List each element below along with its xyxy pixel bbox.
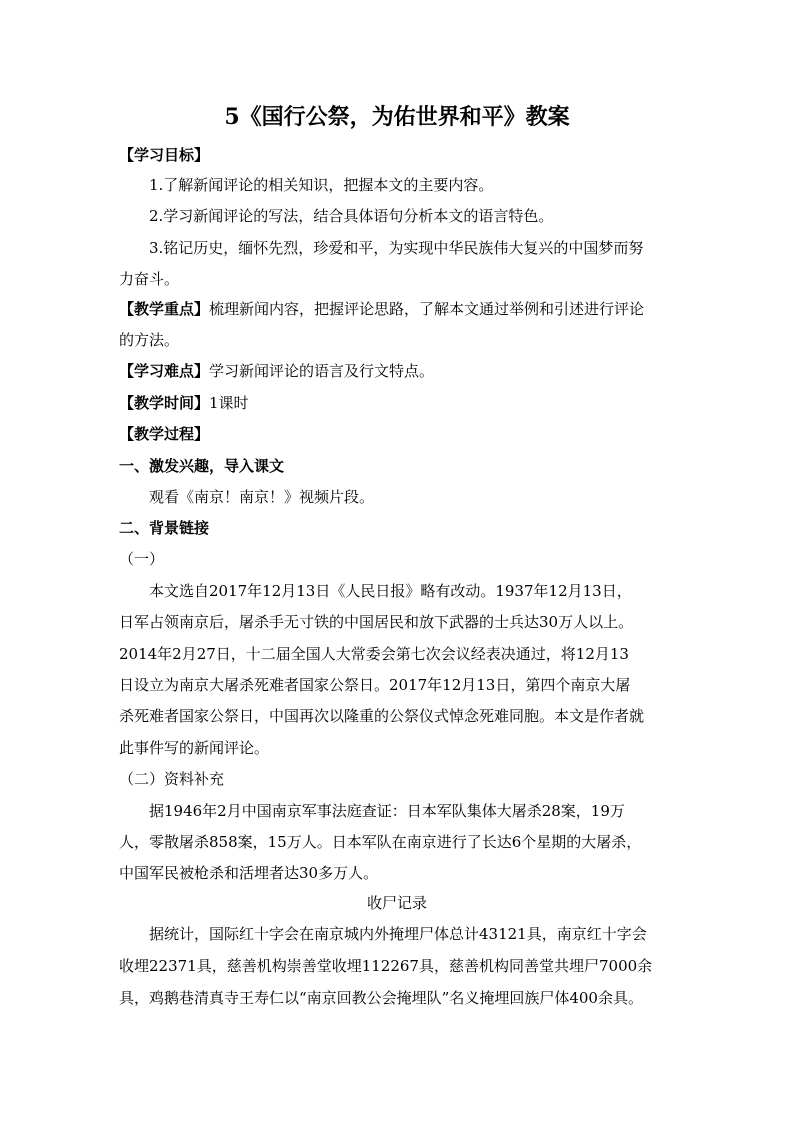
time-text: 1课时 [209,394,249,412]
para1-line-2: 日军占领南京后，屠杀手无寸铁的中国居民和放下武器的士兵达30万人以上。 [119,613,634,631]
section-1-heading: 一、激发兴趣，导入课文 [119,457,285,475]
process-heading: 【教学过程】 [119,425,210,443]
key-points-text: 梳理新闻内容，把握评论思路，了解本文通过举例和引述进行评论 [209,300,645,318]
difficulty-text: 学习新闻评论的语言及行文特点。 [209,362,435,380]
para3-line-3: 具，鸡鹅巷清真寺王寿仁以“南京回教公会掩埋队”名义掩埋回族尸体400余具。 [119,989,643,1007]
para1-line-1: 本文选自2017年12月13日《人民日报》略有改动。1937年12月13日， [149,582,632,600]
para2-line-1: 据1946年2月中国南京军事法庭查证：日本军队集体大屠杀28案，19万 [149,802,625,820]
difficulty [119,356,679,386]
difficulty-heading: 【学习难点】 [119,362,210,380]
goal-item-3: 3.铭记历史，缅怀先烈，珍爱和平，为实现中华民族伟大复兴的中国梦而努 [149,239,644,257]
subsection-2-heading: （二）资料补充 [119,770,225,788]
para1-line-3: 2014年2月27日，十二届全国人大常委会第七次会议经表决通过，将12月13 [119,645,629,663]
section-2-heading: 二、背景链接 [119,519,210,537]
para1-line-5: 杀死难者国家公祭日，中国再次以隆重的公祭仪式悼念死难同胞。本文是作者就 [119,707,645,725]
goals-heading: 【学习目标】 [119,146,210,164]
para3-line-2: 收埋22371具，慈善机构崇善堂收埋112267具，慈善机构同善堂共埋尸7000余 [119,957,653,975]
goal-item-1: 1.了解新闻评论的相关知识，把握本文的主要内容。 [149,176,494,194]
key-points [119,294,679,324]
para2-line-3: 中国军民被枪杀和活埋者达30多万人。 [119,864,379,882]
subsection-1-heading: （一） [119,550,165,568]
para1-line-4: 日设立为南京大屠杀死难者国家公祭日。2017年12月13日，第四个南京大屠 [119,676,631,694]
time-heading: 【教学时间】 [119,394,210,412]
record-title: 收尸记录 [366,894,427,912]
para3-line-1: 据统计，国际红十字会在南京城内外掩埋尸体总计43121具，南京红十字会 [149,925,647,943]
goal-item-3-cont: 力奋斗。 [119,270,180,288]
key-points-heading: 【教学重点】 [119,300,210,318]
goal-item-2: 2.学习新闻评论的写法，结合具体语句分析本文的语言特色。 [149,207,554,225]
document-title: 5《国行公祭，为佑世界和平》教案 [224,104,570,130]
section-1-text: 观看《南京！南京！》视频片段。 [149,488,375,506]
teaching-time [119,388,679,418]
key-points-cont: 的方法。 [119,331,180,349]
para2-line-2: 人，零散屠杀858案，15万人。日本军队在南京进行了长达6个星期的大屠杀， [119,833,642,851]
para1-line-6: 此事件写的新闻评论。 [119,739,270,757]
